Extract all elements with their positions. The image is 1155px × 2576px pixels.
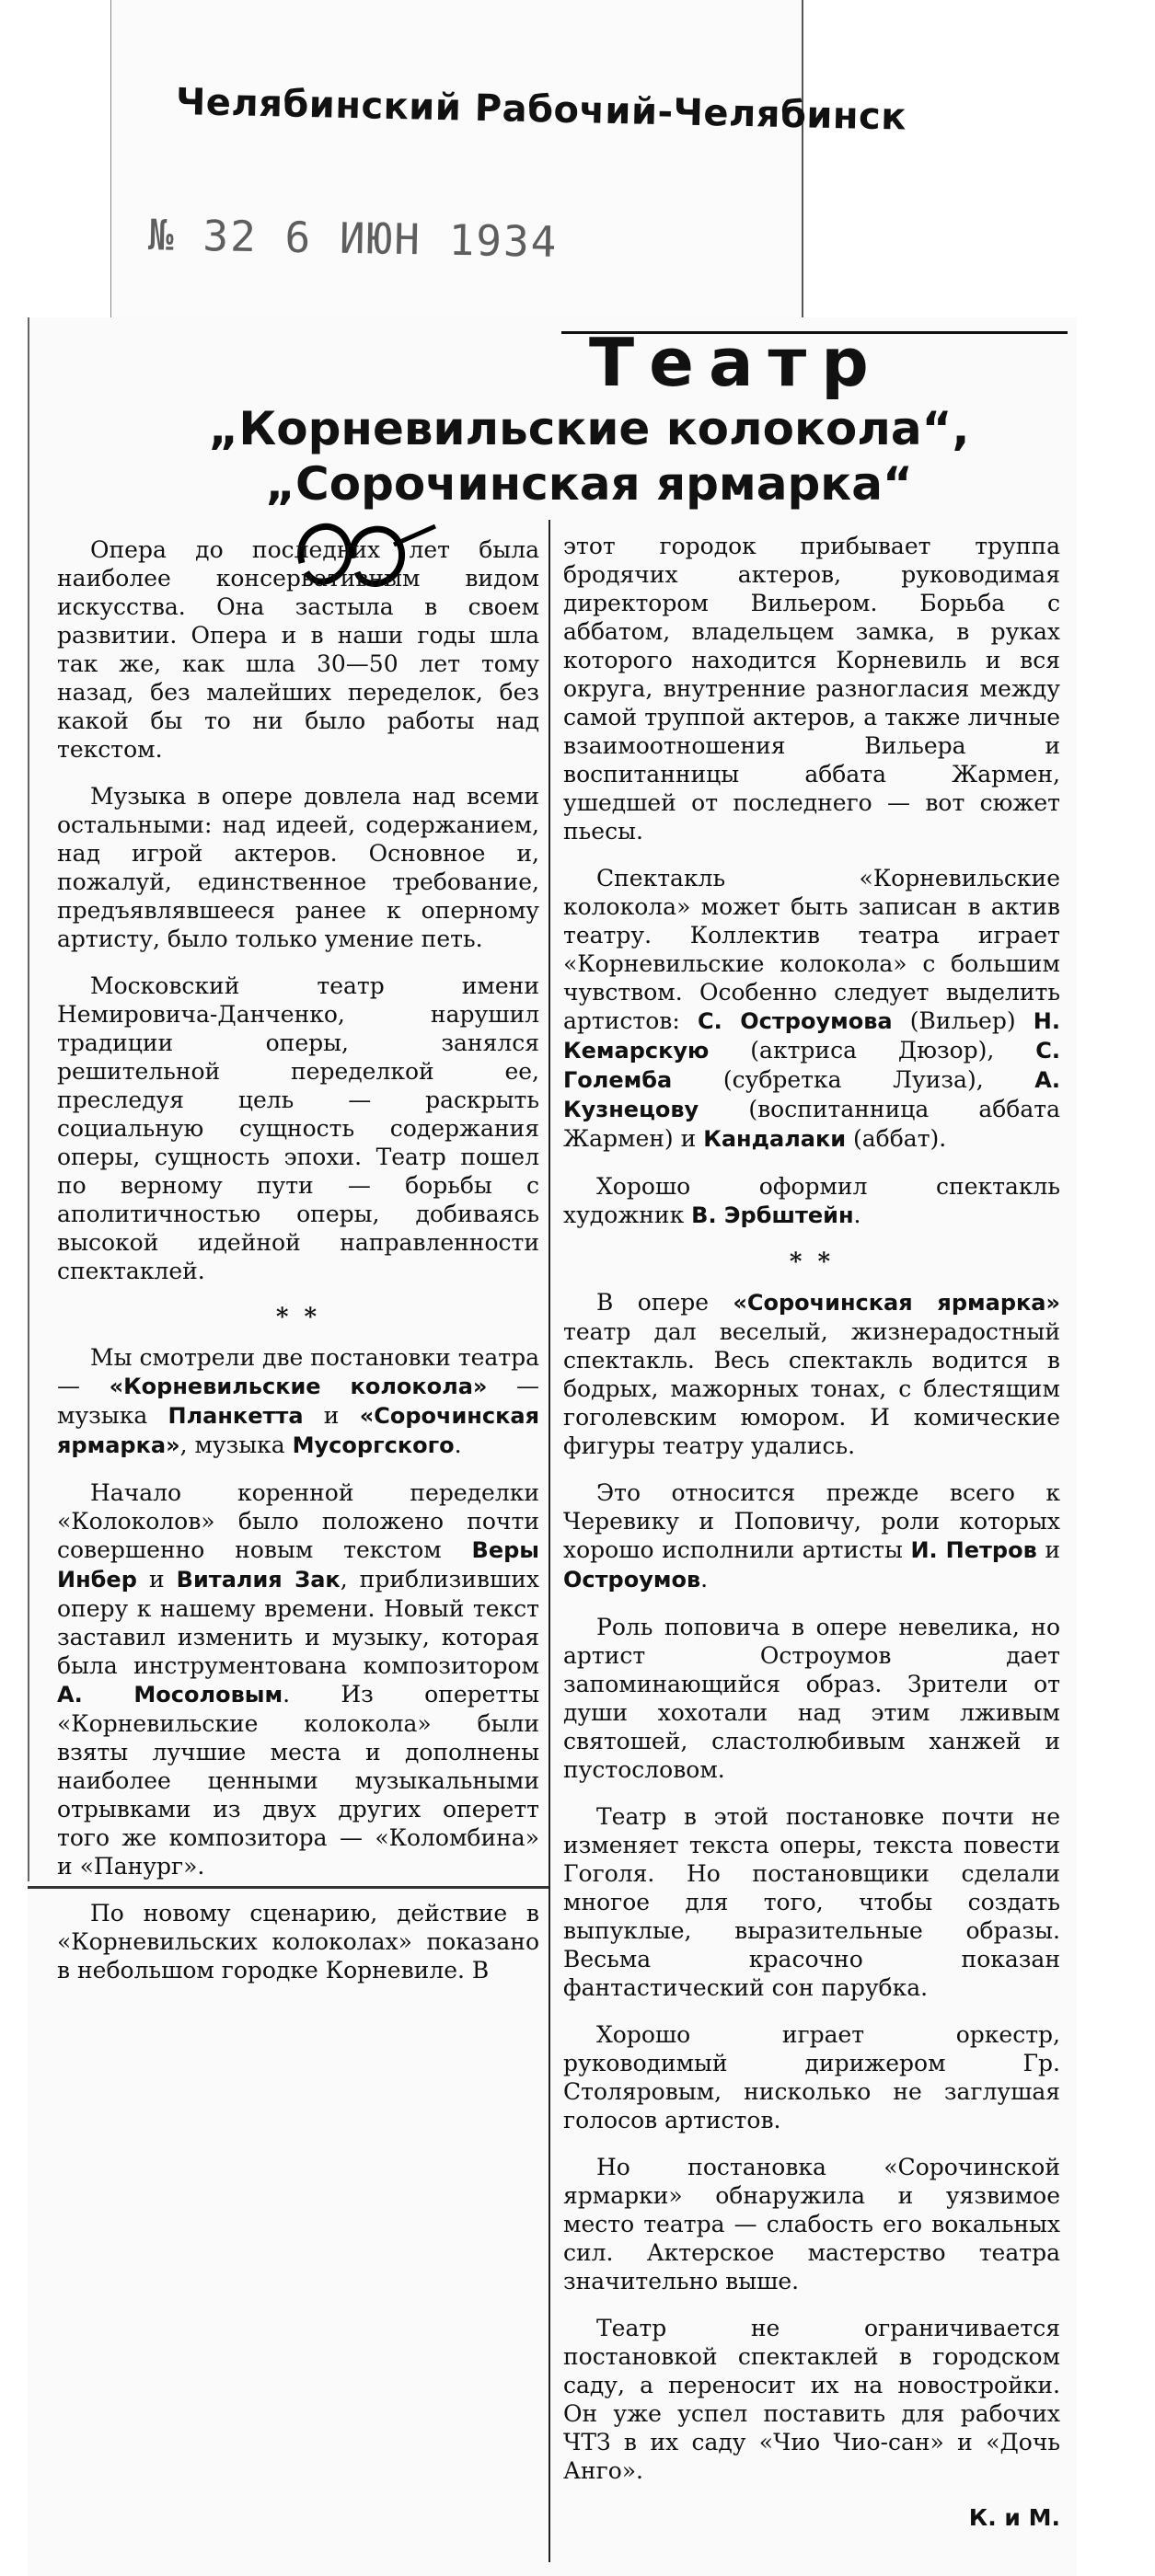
date-stamp: № 32 6 ИЮН 1934 xyxy=(147,210,559,267)
paragraph: Московский театр имени Немировича-Данченко, нарушил традиции оперы, занялся решительной переделкой ее, преследуя цель — раскрыть социальную сущность содержания оперы, сущность эпохи. Театр пошел по верному пути — борьбы с аполитичностью оперы, добиваясь высокой идейной направленности спектаклей. xyxy=(57,972,539,1284)
paragraph: Театр не ограничивается постановкой спектаклей в городском саду, а переносит их на новостройки. Он уже успел поставить для рабочих ЧТЗ в их саду «Чио Чио-сан» и «Дочь Анго». xyxy=(563,2315,1060,2484)
author-signature: К. и М. xyxy=(968,2504,1060,2531)
paragraph: Но постановка «Сорочинской ярмарки» обнаружила и уязвимое место театра — слабость его вокальных сил. Актерское мастерство театра значительно выше. xyxy=(563,2154,1060,2294)
paragraph: Театр в этой постановке почти не изменяет текста оперы, текста повести Гоголя. Но постановщики сделали многое для того, чтобы создать выпуклые, выразительные образы. Весьма красочно показан фантастический сон парубка. xyxy=(563,1803,1060,2001)
section-separator: * * xyxy=(789,1248,835,1276)
title-line-1: „Корневильские колокола“, xyxy=(208,402,970,455)
clipping-edge xyxy=(28,317,29,1881)
section-separator: * * xyxy=(275,1304,321,1331)
column-divider xyxy=(549,520,550,2562)
paragraph: Мы смотрели две постановки театра — «Корневильские колокола» — музыка Планкетта и «Сорочинская ярмарка», музыка Мусоргского. xyxy=(57,1344,540,1458)
paragraph: Опера до последних лет была наиболее консервативным видом искусства. Она застыла в своем развитии. Опера и в наши годы шла так же, как шла 30—50 лет тому назад, без малейших переделок, без какой бы то ни было работы над текстом. xyxy=(57,536,539,763)
paragraph: этот городок прибывает труппа бродячих актеров, руководимая директором Вильером. Борьба с аббатом, владельцем замка, в руках которого находится Корневиль и вся округа, внутренние разногласия между самой труппой актеров, а также личные взаимоотношения Вильера и воспитанницы аббата Жармен, ушедшей от последнего — вот сюжет пьесы. xyxy=(563,533,1060,845)
paragraph: Музыка в опере довлела над всеми остальными: над идеей, содержанием, над игрой актеров. Основное и, пожалуй, единственное требование, предъявлявшееся ранее к оперному артисту, было только умение петь. xyxy=(57,783,539,952)
source-label-slip xyxy=(110,0,907,340)
article-column-left xyxy=(57,535,539,2003)
paragraph: Хорошо играет оркестр, руководимый дирижером Гр. Столяровым, нисколько не заглушая голосов артистов. xyxy=(563,2021,1060,2133)
article-title xyxy=(129,401,1049,512)
paragraph: Роль поповича в опере невелика, но артист Остроумов дает запоминающийся образ. Зрители от души хохотали над этим лживым святошей, сластолюбивым ханжей и пустословом. xyxy=(563,1614,1060,1783)
article-column-right xyxy=(563,532,1060,2532)
paragraph: Начало коренной переделки «Колоколов» было положено почти совершенно новым текстом Веры Инбер и Виталия Зак, приблизивших оперу к нашему времени. Новый текст заставил изменить и музыку, которая была инструментована композитором А. Мосоловым. Из оперетты «Корневильские колокола» были взяты лучшие места и дополнены наиболее ценными музыкальными отрывками из двух других оперетт того же композитора — «Коломбина» и «Панург». xyxy=(57,1479,539,1880)
section-rubric: Театр xyxy=(589,324,884,401)
newspaper-source: Челябинский Рабочий-Челябинск xyxy=(175,81,907,139)
paragraph: Хорошо оформил спектакль художник В. Эрбштейн. xyxy=(563,1173,1060,1228)
paragraph: По новому сценарию, действие в «Корневильских колоколах» показано в небольшом городке Корневиле. В xyxy=(57,1900,539,1984)
paragraph: В опере «Сорочинская ярмарка» театр дал веселый, жизнерадостный спектакль. Весь спектакль водится в бодрых, мажорных тонах, с блестящим гоголевским юмором. И комические фигуры театру удались. xyxy=(563,1289,1060,1459)
paragraph: Спектакль «Корневильские колокола» может быть записан в актив театру. Коллектив театра играет «Корневильские колокола» с большим чувством. Особенно следует выделить артистов: С. Остроумова (Вильер) Н. Кемарскую (актриса Дюзор), С. Големба (субретка Луиза), А. Кузнецову (воспитанница аббата Жармен) и Кандалаки (аббат). xyxy=(563,865,1060,1152)
title-line-2: „Сорочинская ярмарка“ xyxy=(265,457,913,511)
paragraph: Это относится прежде всего к Черевику и Поповичу, роли которых хорошо исполнили артисты И. Петров и Остроумов. xyxy=(563,1479,1061,1593)
